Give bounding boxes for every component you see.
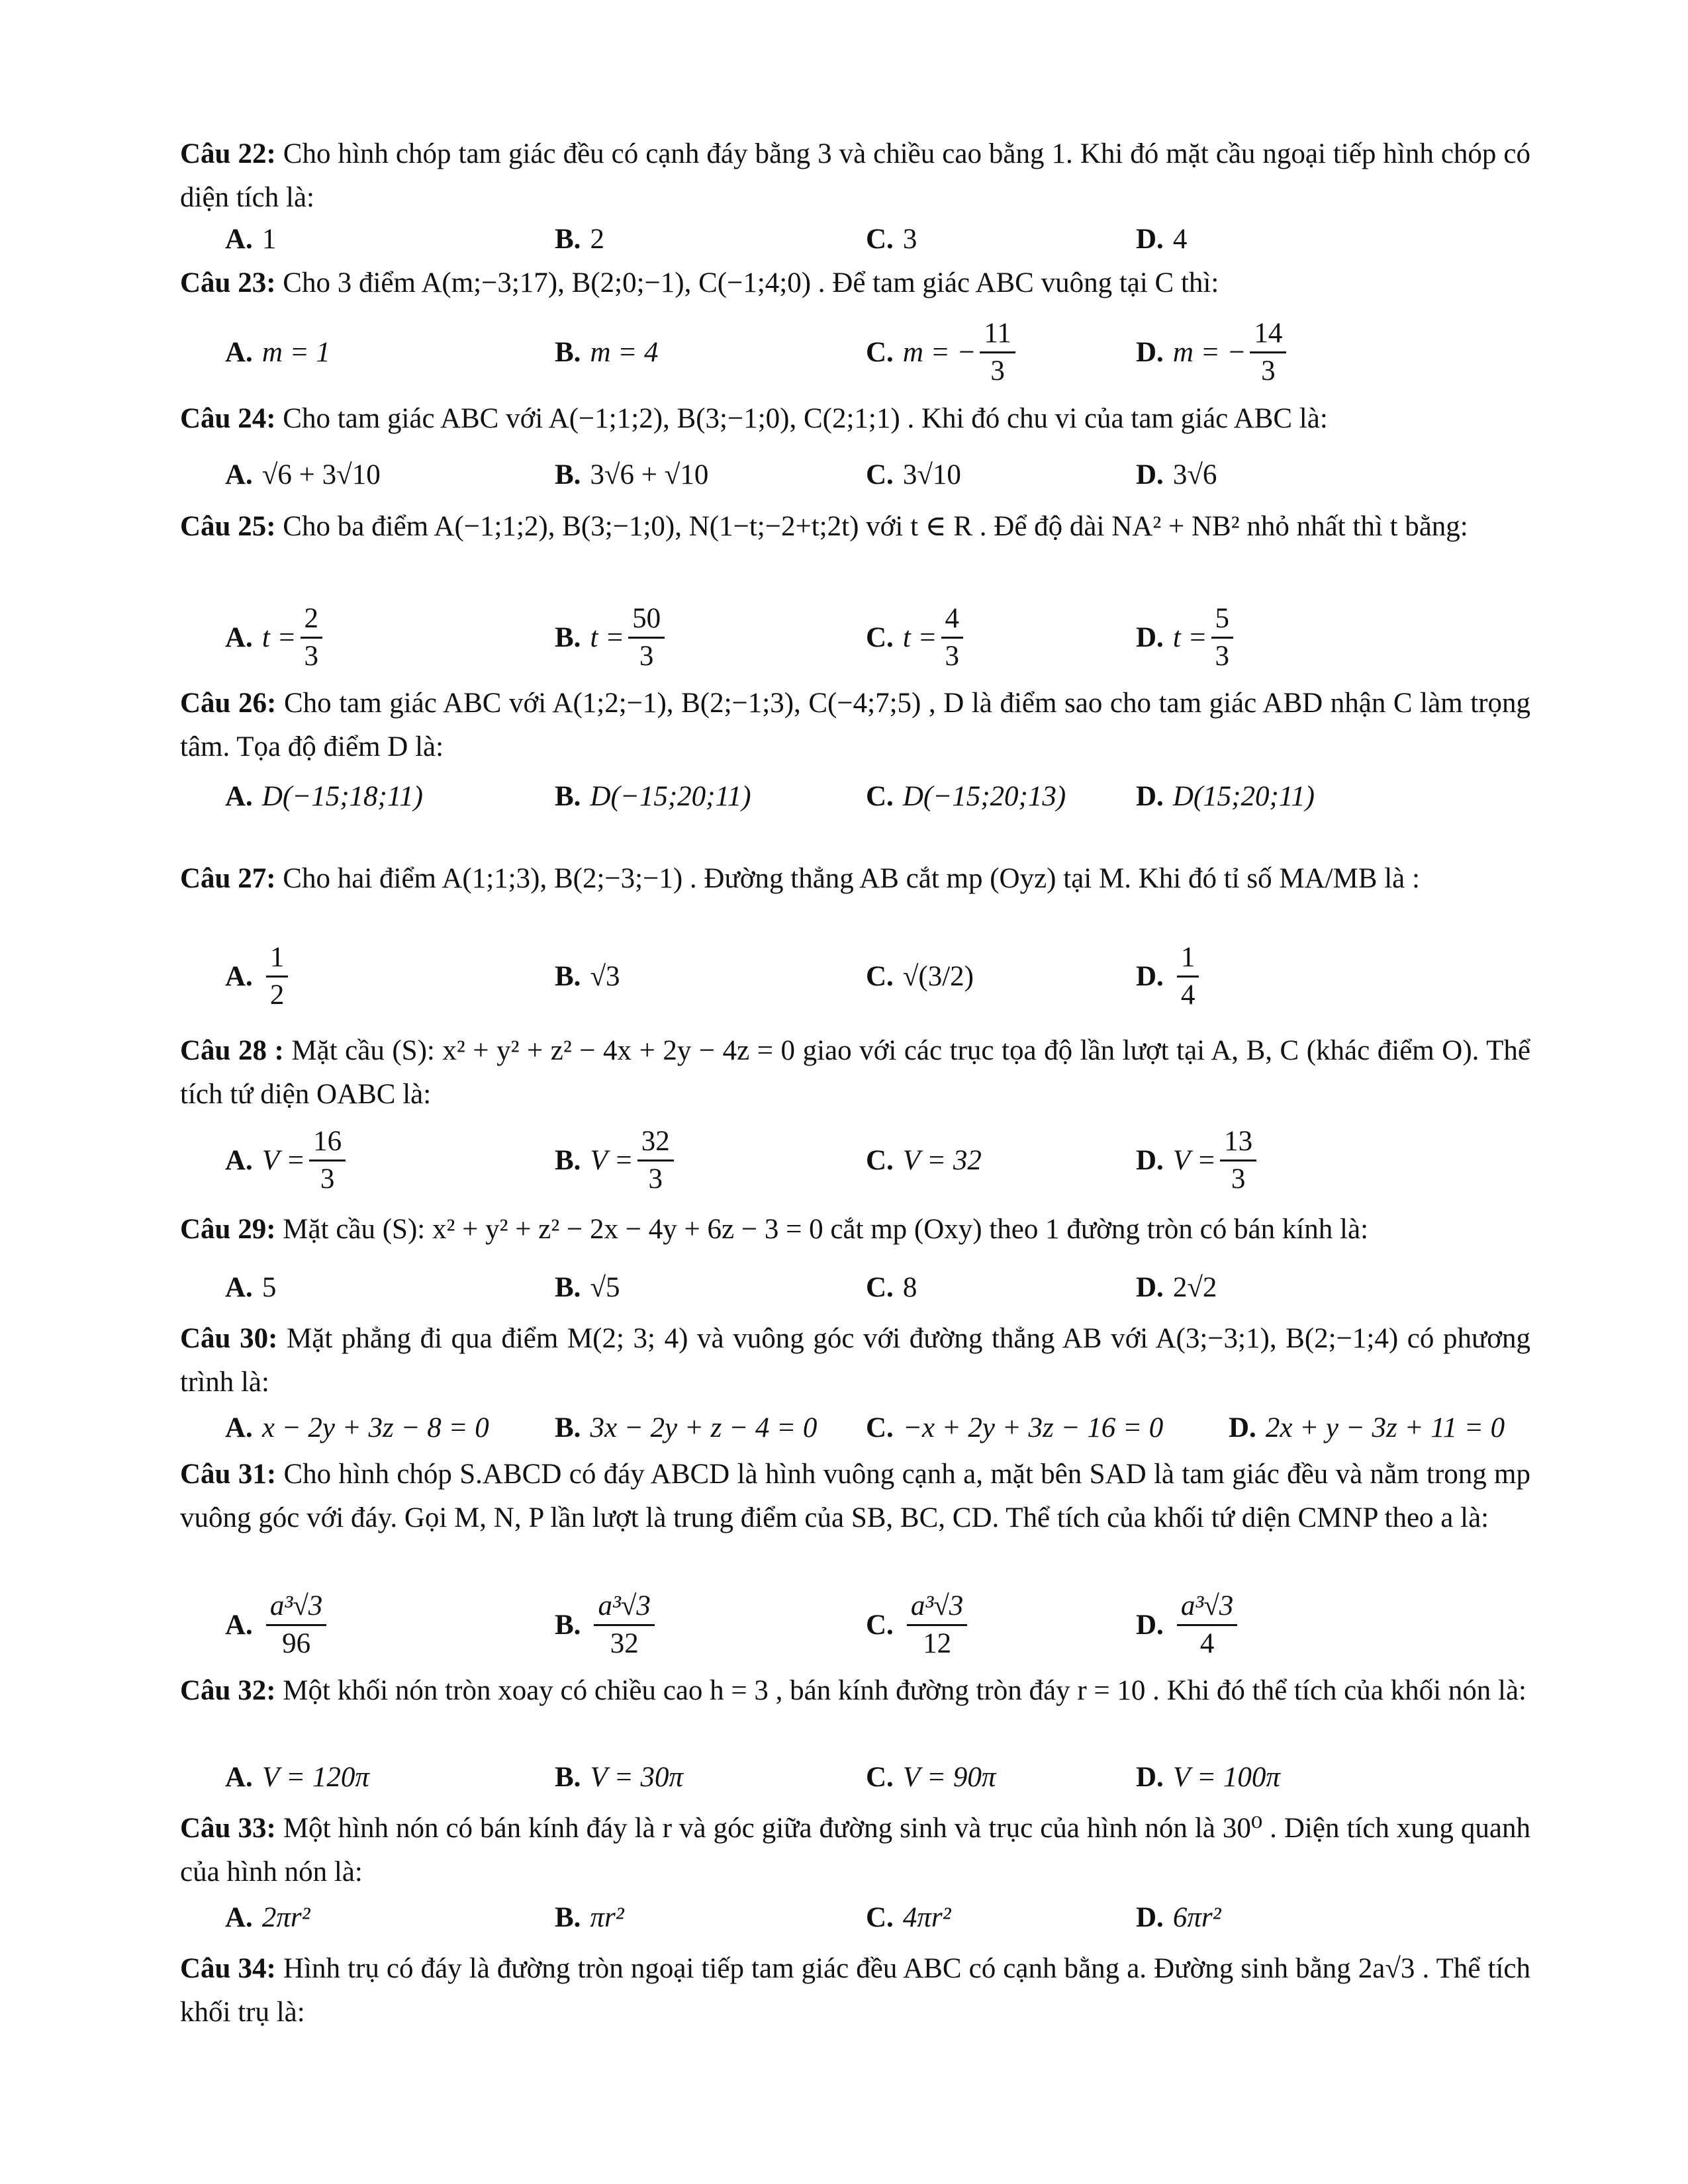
option-d: D. V = 100π <box>1136 1761 1280 1793</box>
question-text: Cho hai điểm A(1;1;3), B(2;−3;−1) . Đường thẳng AB cắt mp (Oyz) tại M. Khi đó tỉ số MA/MB là : <box>283 863 1420 894</box>
option-c: C. t = $\frac{4}{3}$ <box>866 608 967 667</box>
question-26-options <box>0 766 1688 826</box>
question-text: Cho ba điểm A(−1;1;2), B(3;−1;0), N(1−t;−2+t;2t) với t ∈ R . Để độ dài NA² + NB² nhỏ nhất thì t bằng: <box>283 511 1468 542</box>
question-30-options <box>0 1398 1688 1457</box>
question-text: Cho tam giác ABC với A(1;2;−1), B(2;−1;3), C(−4;7;5) , D là điểm sao cho tam giác ABD nhận C làm trọng tâm. Tọa độ điểm D là: <box>180 688 1530 762</box>
question-label: Câu 22: <box>180 138 276 169</box>
option-d: D. $\frac{\text{a³√3}}{4}$ <box>1136 1595 1241 1655</box>
question-text: Mặt phẳng đi qua điểm M(2; 3; 4) và vuông góc với đường thẳng AB với A(3;−3;1), B(2;−1;4) có phương trình là: <box>180 1323 1530 1398</box>
option-b: B. V = $\frac{32}{3}$ <box>555 1130 678 1190</box>
option-c: C. V = 32 <box>866 1144 982 1176</box>
option-b: B. √5 <box>555 1271 620 1303</box>
option-c: C. 4πr² <box>866 1901 951 1933</box>
option-b: B. V = 30π <box>555 1761 683 1793</box>
option-d: D. 2√2 <box>1136 1271 1217 1303</box>
option-a: A. 2πr² <box>225 1901 310 1933</box>
option-d: D. $\frac{1}{4}$ <box>1136 946 1203 1006</box>
question-label: Câu 25: <box>180 511 276 542</box>
option-b: B. 3√6 + √10 <box>555 459 709 490</box>
option-a: A. m = 1 <box>225 336 330 368</box>
question-label: Câu 29: <box>180 1214 276 1245</box>
option-d: D. 4 <box>1136 223 1188 255</box>
option-a: A. 5 <box>225 1271 277 1303</box>
question-27-options <box>0 942 1688 1011</box>
option-b: B. √3 <box>555 960 620 992</box>
question-23 <box>180 261 1530 305</box>
option-d: D. t = $\frac{5}{3}$ <box>1136 608 1237 667</box>
question-label: Câu 27: <box>180 863 276 894</box>
option-d: D. V = $\frac{13}{3}$ <box>1136 1130 1260 1190</box>
question-29 <box>180 1208 1530 1251</box>
option-c: C. 8 <box>866 1271 917 1303</box>
question-31 <box>180 1453 1530 1540</box>
option-c: C. √(3/2) <box>866 960 974 992</box>
question-text: Cho hình chóp tam giác đều có cạnh đáy bằng 3 và chiều cao bằng 1. Khi đó mặt cầu ngoại tiếp hình chóp có diện tích là: <box>180 138 1531 213</box>
option-a: A. x − 2y + 3z − 8 = 0 <box>225 1412 489 1443</box>
question-label: Câu 34: <box>180 1953 276 1984</box>
option-c: C. D(−15;20;13) <box>866 780 1066 812</box>
option-b: B. πr² <box>555 1901 624 1933</box>
option-a: A. V = $\frac{16}{3}$ <box>225 1130 350 1190</box>
option-a: A. $\frac{\text{a³√3}}{96}$ <box>225 1595 330 1655</box>
option-d: D. D(15;20;11) <box>1136 780 1315 812</box>
question-29-options <box>0 1257 1688 1317</box>
question-28-options <box>0 1126 1688 1195</box>
question-32-options <box>0 1747 1688 1807</box>
question-text: Một khối nón tròn xoay có chiều cao h = 3 , bán kính đường tròn đáy r = 10 . Khi đó thể tích của khối nón là: <box>283 1675 1527 1706</box>
question-24-options <box>0 445 1688 504</box>
question-label: Câu 24: <box>180 403 276 434</box>
option-a: A. $\frac{1}{2}$ <box>225 946 292 1006</box>
question-text: Một hình nón có bán kính đáy là r và góc giữa đường sinh và trục của hình nón là 30⁰ . Diện tích xung quanh của hình nón là: <box>180 1813 1531 1888</box>
question-text: Cho tam giác ABC với A(−1;1;2), B(3;−1;0), C(2;1;1) . Khi đó chu vi của tam giác ABC là: <box>283 403 1328 434</box>
question-label: Câu 23: <box>180 267 276 298</box>
option-c: C. $\frac{\text{a³√3}}{12}$ <box>866 1595 971 1655</box>
question-label: Câu 28 : <box>180 1035 284 1066</box>
question-label: Câu 30: <box>180 1323 278 1354</box>
option-b: B. 2 <box>555 223 604 255</box>
question-label: Câu 31: <box>180 1459 277 1490</box>
option-a: A. t = $\frac{2}{3}$ <box>225 608 326 667</box>
option-b: B. D(−15;20;11) <box>555 780 751 812</box>
question-22 <box>180 132 1530 220</box>
option-a: A. V = 120π <box>225 1761 369 1793</box>
question-28 <box>180 1029 1530 1116</box>
question-33-options <box>0 1888 1688 1947</box>
question-text: Mặt cầu (S): x² + y² + z² − 4x + 2y − 4z = 0 giao với các trục tọa độ lần lượt tại A, B, C (khác điểm O). Thể tích tứ diện OABC là: <box>180 1035 1530 1110</box>
option-b: B. m = 4 <box>555 336 659 368</box>
question-text: Cho 3 điểm A(m;−3;17), B(2;0;−1), C(−1;4;0) . Để tam giác ABC vuông tại C thì: <box>283 267 1219 298</box>
option-c: C. −x + 2y + 3z − 16 = 0 <box>866 1412 1164 1443</box>
question-label: Câu 26: <box>180 688 277 719</box>
question-33 <box>180 1807 1530 1894</box>
option-a: A. D(−15;18;11) <box>225 780 423 812</box>
question-34 <box>180 1947 1530 2034</box>
question-23-options <box>0 318 1688 387</box>
question-25 <box>180 505 1530 549</box>
question-label: Câu 33: <box>180 1813 276 1844</box>
option-a: A. √6 + 3√10 <box>225 459 381 490</box>
question-31-options <box>0 1590 1688 1659</box>
option-b: B. $\frac{\text{a³√3}}{32}$ <box>555 1595 659 1655</box>
option-d: D. 3√6 <box>1136 459 1217 490</box>
option-c: C. 3√10 <box>866 459 961 490</box>
option-d: D. 6πr² <box>1136 1901 1221 1933</box>
question-text: Cho hình chóp S.ABCD có đáy ABCD là hình vuông cạnh a, mặt bên SAD là tam giác đều và nằm trong mp vuông góc với đáy. Gọi M, N, P lần lượt là trung điểm của SB, BC, CD. Thể tích của khối tứ diện CMNP theo a là: <box>180 1459 1530 1533</box>
option-c: C. m = − $\frac{11}{3}$ <box>866 322 1019 382</box>
option-a: A. 1 <box>225 223 277 255</box>
option-d: D. m = − $\frac{14}{3}$ <box>1136 322 1290 382</box>
question-25-options <box>0 603 1688 672</box>
option-b: B. 3x − 2y + z − 4 = 0 <box>555 1412 818 1443</box>
question-text: Mặt cầu (S): x² + y² + z² − 2x − 4y + 6z − 3 = 0 cắt mp (Oxy) theo 1 đường tròn có bán kính là: <box>283 1214 1369 1245</box>
option-d: D. 2x + y − 3z + 11 = 0 <box>1229 1412 1505 1443</box>
question-30 <box>180 1317 1530 1404</box>
question-26 <box>180 682 1530 769</box>
option-b: B. t = $\frac{50}{3}$ <box>555 608 669 667</box>
option-c: C. 3 <box>866 223 917 255</box>
option-c: C. V = 90π <box>866 1761 996 1793</box>
question-text: Hình trụ có đáy là đường tròn ngoại tiếp tam giác đều ABC có cạnh bằng a. Đường sinh bằng 2a√3 . Thể tích khối trụ là: <box>180 1953 1530 2028</box>
question-24 <box>180 397 1530 441</box>
question-label: Câu 32: <box>180 1675 276 1706</box>
question-22-options <box>0 209 1688 269</box>
question-32 <box>180 1669 1530 1713</box>
question-27 <box>180 857 1530 901</box>
